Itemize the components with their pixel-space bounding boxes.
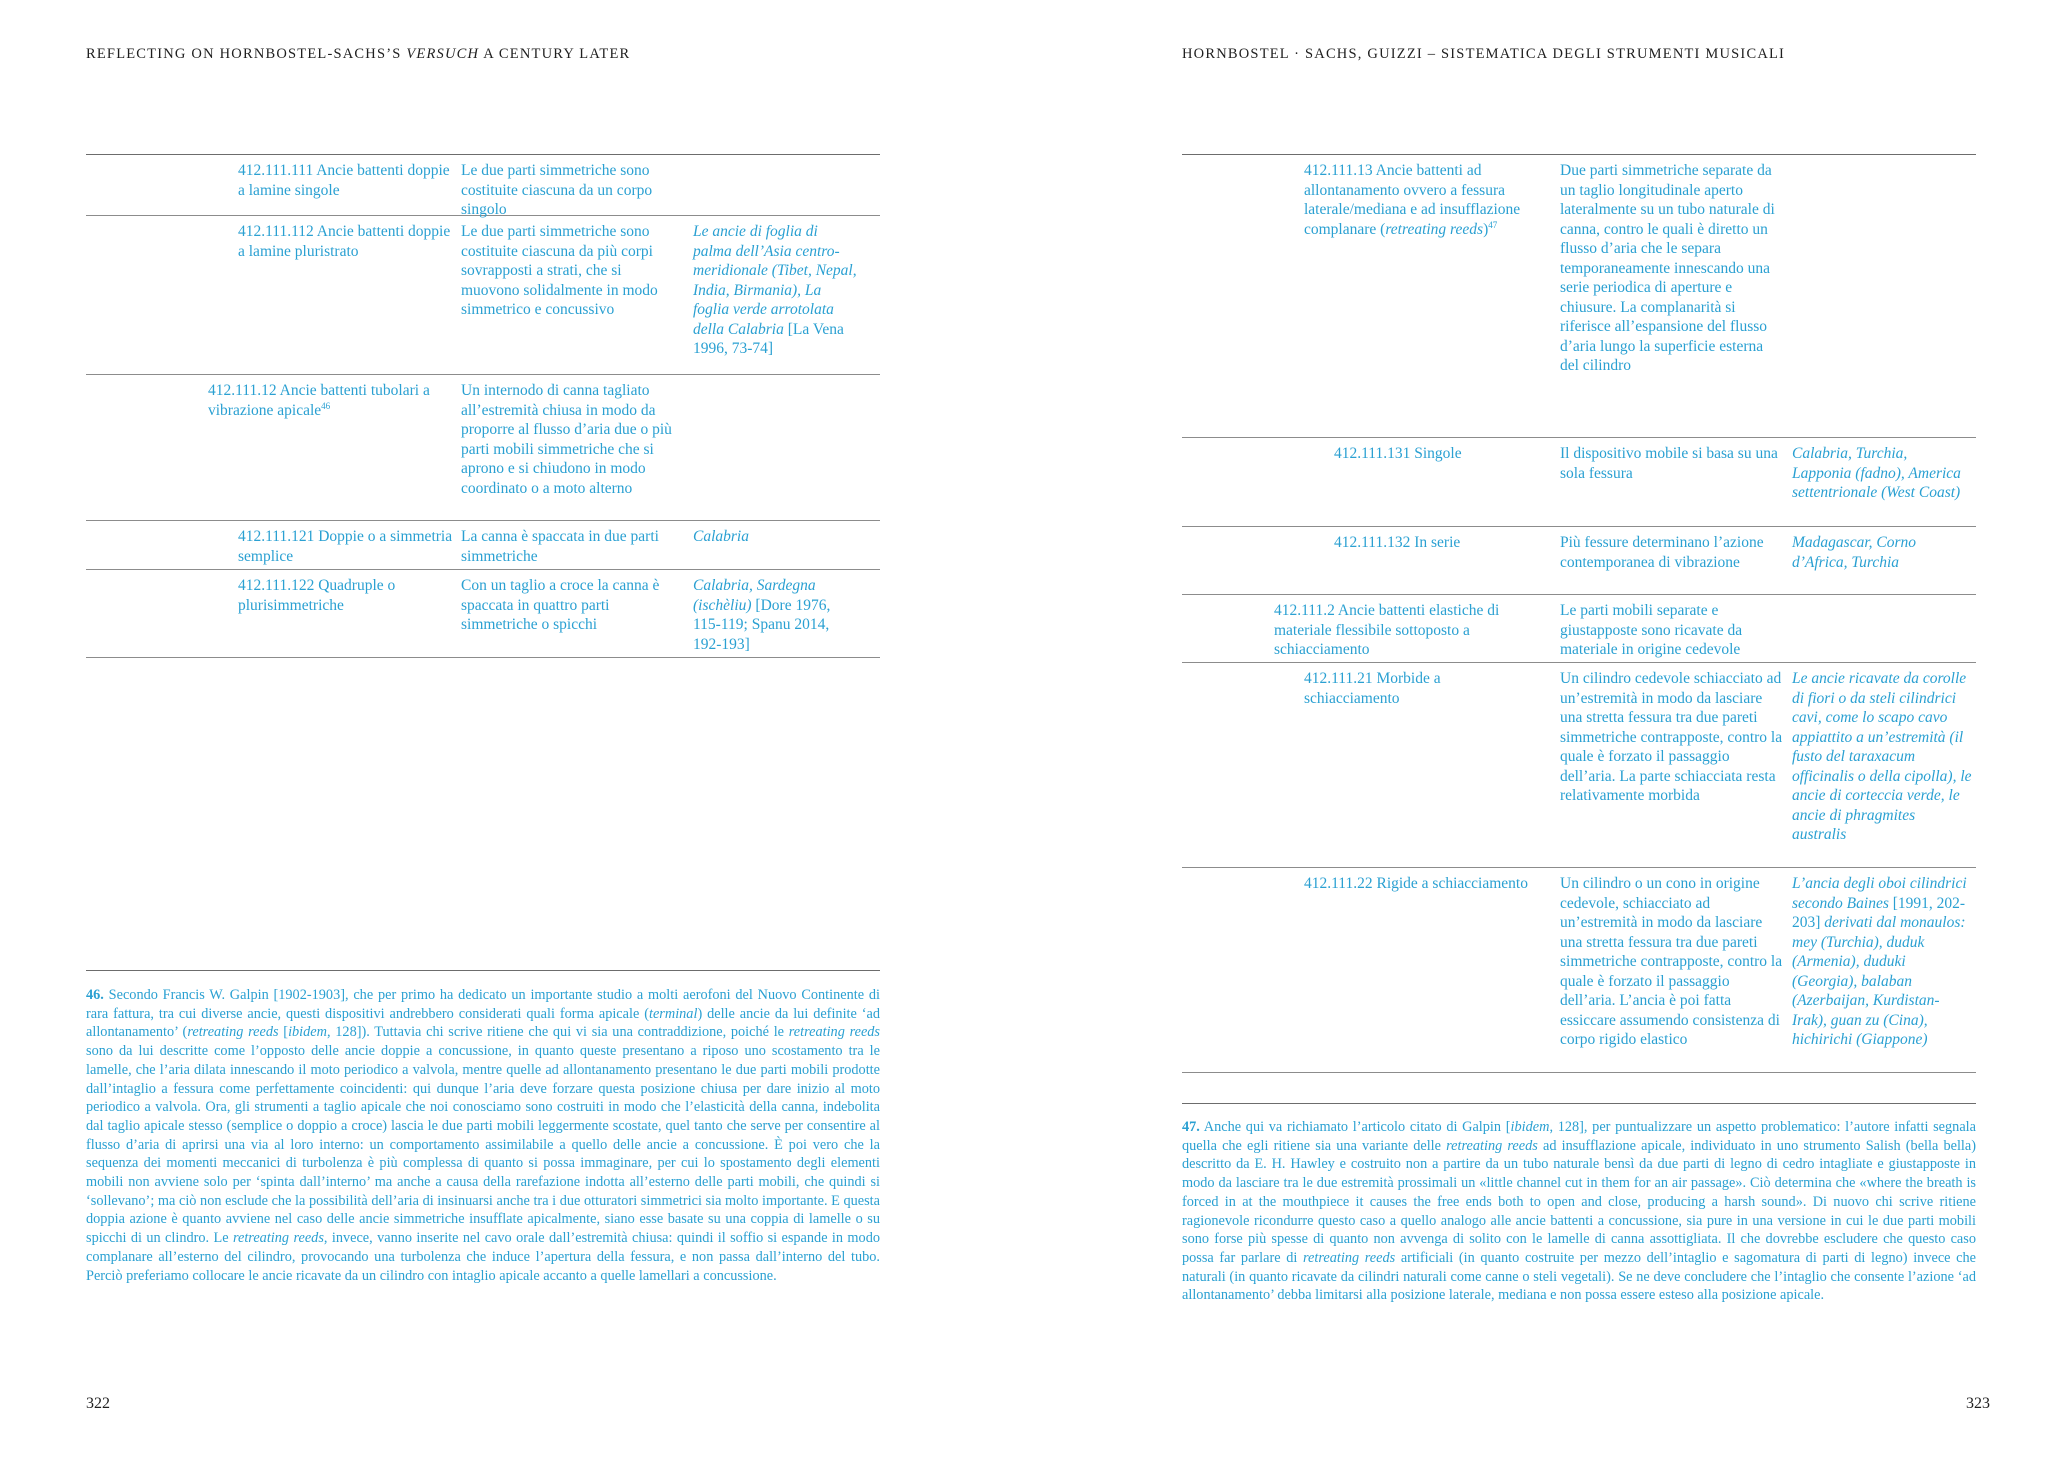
footnote-46: 46. Secondo Francis W. Galpin [1902-1903], che per primo ha dedicato un importante studio a molti aerofoni del Nuovo Continente di rara fattura, tra cui diverse ancie, questi dispositivi andrebbero considerati quali forma apicale (terminal) delle ancie da lui definite ‘ad allontanamento’ (retreating reeds [ibidem, 128]). Tuttavia chi scrive ritiene che qui vi sia una contraddizione, poiché le retreating reeds sono da lui descritte come l’opposto delle ancie doppie a concussione, in quanto queste presentano a riposo uno scostamento tra le lamelle, che l’aria dilata innescando il moto periodico a valvola, mentre quelle ad allontanamento presentano le due parti mobili prodotte dall’intaglio a fessura come perfettamente coincidenti: qui dunque l’aria deve forzare questa posizione chiusa per dare inizio al moto periodico a valvola. Ora, gli strumenti a taglio apicale che noi conosciamo sono costruiti in modo che l’elasticità della canna, indebolita dal taglio apicale stesso (semplice o doppio a croce) lascia le due parti mobili leggermente scostate, quel tanto che serve per consentire al flusso d’aria di aprirsi una via al loro interno: un comportamento assimilabile a quello delle ancie a concussione. È poi vero che la sequenza dei momenti meccanici di turbolenza è più complessa di quanto si possa immaginare, per cui lo spostamento degli elementi mobili non avviene solo per ‘spinta dall’interno’ ma anche a causa della rarefazione indotta all’esterno delle parti mobili, che quindi si ‘sollevano’; ma ciò non esclude che la possibilità dell’aria di insinuarsi anche tra i due otturatori simmetrici sia molto importante. E questa doppia azione è quanto avviene nel caso delle ancie simmetriche insufflate apicalmente, siano esse basate su una coppia di lamelle o su spicchi di un clindro. Le retreating reeds, invece, vanno inserite nel cavo orale dall’estremità chiusa: quindi il soffio si espande in modo complanare all’esterno del cilindro, provocando una turbolenza che induce l’apertura della fessura, e non passa dall’interno del tubo. Perciò preferiamo collocare le ancie ricavate da un cilindro con intaglio apicale accanto a quelle lamellari a concussione. xyxy=(86,987,881,1284)
class-description: Un internodo di canna tagliato all’estremità chiusa in modo da proporre al flusso d’aria due o più parti mobili simmetriche che si aprono e si chiudono in modo coordinato o a moto alterno xyxy=(461,382,672,497)
class-note: Calabria, Sardegna (ischèliu) [Dore 1976, 115-119; Spanu 2014, 192-193] xyxy=(693,577,831,653)
class-description: Un cilindro o un cono in origine cedevole, schiacciato ad un’estremità in modo da lasciare una stretta fessura tra due pareti simmetriche contrapposte, contro la quale è forzato il passaggio dell’aria. L’ancia è poi fatta essiccare assumendo consistenza di corpo rigido elastico xyxy=(1560,875,1783,1048)
classification-table xyxy=(1182,154,1976,1073)
table-row xyxy=(86,155,880,216)
table-row xyxy=(1182,438,1976,527)
table-row xyxy=(1182,595,1976,663)
class-name: 412.111.2 Ancie battenti elastiche di materiale flessibile sottoposto a schiacciamento xyxy=(1274,602,1500,658)
class-name: 412.111.111 Ancie battenti doppie a lamine singole xyxy=(238,162,450,199)
class-name: 412.111.132 In serie xyxy=(1334,534,1461,551)
class-description: La canna è spaccata in due parti simmetriche xyxy=(461,528,659,565)
class-description: Un cilindro cedevole schiacciato ad un’estremità in modo da lasciare una stretta fessura tra due pareti simmetriche contrapposte, contro la quale è forzato il passaggio dell’aria. La parte schiacciata resta relativamente morbida xyxy=(1560,670,1783,804)
class-note: Calabria, Turchia, Lapponia (fadno), America settentrionale (West Coast) xyxy=(1792,445,1961,501)
class-name: 412.111.12 Ancie battenti tubolari a vibrazione apicale$^{46}$ xyxy=(208,382,430,419)
table-row xyxy=(1182,155,1976,438)
class-note: L’ancia degli oboi cilindrici secondo Baines [1991, 202-203] derivati dal monaulos: mey (Turchia), duduk (Armenia), duduki (Georgia), balaban (Azerbaijan, Kurdistan-Irak), guan zu (Cina), hichirichi (Giappone) xyxy=(1792,875,1967,1048)
class-description: Più fessure determinano l’azione contemporanea di vibrazione xyxy=(1560,534,1764,571)
page-number: 323 xyxy=(1966,1395,1990,1412)
table-row xyxy=(86,570,880,658)
class-description: Le due parti simmetriche sono costituite ciascuna da più corpi sovrapposti a strati, che si muovono solidalmente in modo simmetrico e concussivo xyxy=(461,223,658,318)
footnote-47: 47. Anche qui va richiamato l’articolo citato di Galpin [ibidem, 128], per puntualizzare un aspetto problematico: l’autore infatti segnala quella che egli ritiene sia una variante delle retreating reeds ad insufflazione apicale, individuato in uno strumento Salish (bella bella) descritto da E. H. Hawley e costruito non a partire da un tubo naturale bensì da due parti di legno di cedro intagliate e giustapposte in modo da lasciare tra le due estremità prossimali un «little channel cut in them for an air passage». Ciò determina che «where the breath is forced in at the mouthpiece it causes the free ends both to open and close, producing a harsh sound». Di nuovo chi scrive ritiene ragionevole ricondurre questo caso a quello analogo alle ancie battenti a concussione, sia pure in una versione in cui le due parti mobili sono forse più spesse di quanto non avvenga di solito con le lamelle di canna assottigliata. Il che dovrebbe escludere che questo caso possa far parlare di retreating reeds artificiali (in quanto costruite per mezzo dell’intaglio e sagomatura di parti di legno) invece che naturali (in quanto ricavate da cilindri naturali come canne o steli vegetali). Se ne deve concludere che l’intaglio che consente l’azione ‘ad allontanamento’ debba limitarsi alla posizione laterale, mediana e non possa essere esteso alla posizione apicale. xyxy=(1182,1119,1977,1304)
footnote-rule xyxy=(86,970,880,971)
running-head: HORNBOSTEL · SACHS, GUIZZI – SISTEMATICA DEGLI STRUMENTI MUSICALI xyxy=(1182,46,1786,62)
classification-table xyxy=(86,154,880,658)
class-name: 412.111.13 Ancie battenti ad allontanamento ovvero a fessura laterale/mediana e ad insufflazione complanare (retreating reeds)$^{47}$ xyxy=(1304,162,1521,238)
class-description: Con un taglio a croce la canna è spaccata in quattro parti simmetriche o spicchi xyxy=(461,577,660,633)
table-row xyxy=(86,216,880,375)
table-row xyxy=(86,521,880,570)
table-row xyxy=(1182,663,1976,868)
page-number: 322 xyxy=(86,1395,110,1412)
class-note: Le ancie ricavate da corolle di fiori o da steli cilindrici cavi, come lo scapo cavo appiattito a un’estremità (il fusto del taraxacum officinalis o della cipolla), le ancie di corteccia verde, le ancie di phragmites australis xyxy=(1792,670,1972,843)
class-name: 412.111.112 Ancie battenti doppie a lamine pluristrato xyxy=(238,223,451,260)
class-description: Le parti mobili separate e giustapposte sono ricavate da materiale in origine cedevole xyxy=(1560,602,1743,658)
class-name: 412.111.22 Rigide a schiacciamento xyxy=(1304,875,1528,892)
table-row xyxy=(1182,527,1976,595)
class-name: 412.111.131 Singole xyxy=(1334,445,1462,462)
class-name: 412.111.121 Doppie o a simmetria semplice xyxy=(238,528,453,565)
table-row xyxy=(1182,868,1976,1073)
footnote-rule xyxy=(1182,1103,1976,1104)
class-name: 412.111.122 Quadruple o plurisimmetriche xyxy=(238,577,396,614)
class-description: Due parti simmetriche separate da un taglio longitudinale aperto lateralmente su un tubo naturale di canna, contro le quali è diretto un flusso d’aria che le separa temporaneamente innescando una serie periodica di aperture e chiusure. La complanarità si riferisce all’espansione del flusso d’aria lungo la superficie esterna del cilindro xyxy=(1560,162,1775,374)
class-note: Madagascar, Corno d’Africa, Turchia xyxy=(1792,534,1917,571)
class-description: Il dispositivo mobile si basa su una sola fessura xyxy=(1560,445,1778,482)
running-head: REFLECTING ON HORNBOSTEL-SACHS’S VERSUCH A CENTURY LATER xyxy=(86,46,631,62)
class-name: 412.111.21 Morbide a schiacciamento xyxy=(1304,670,1441,707)
class-note: Le ancie di foglia di palma dell’Asia centro-meridionale (Tibet, Nepal, India, Birmania), La foglia verde arrotolata della Calabria [La Vena 1996, 73-74] xyxy=(693,223,857,357)
class-description: Le due parti simmetriche sono costituite ciascuna da un corpo singolo xyxy=(461,162,653,218)
table-row xyxy=(86,375,880,521)
right-page xyxy=(1024,0,2048,1457)
class-note: Calabria xyxy=(693,528,749,545)
